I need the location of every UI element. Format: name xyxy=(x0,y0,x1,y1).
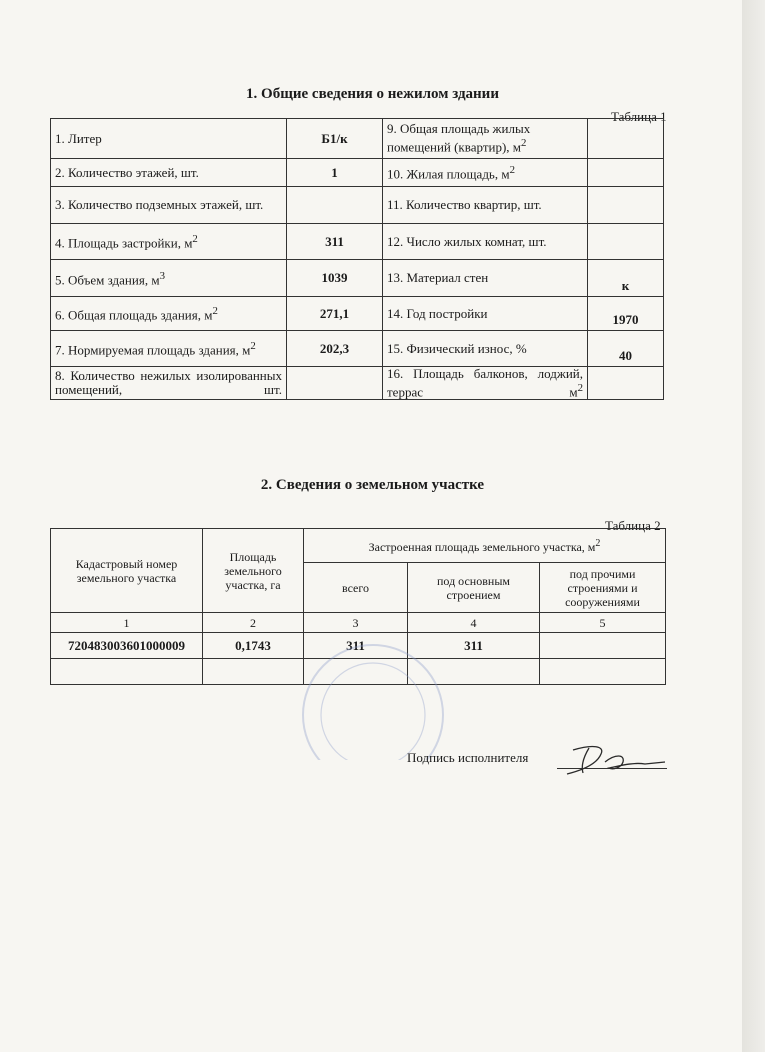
built-total: 311 xyxy=(304,633,408,659)
page-edge xyxy=(742,0,765,1052)
row5-right-label: 13. Материал стен xyxy=(383,260,588,297)
column-number: 2 xyxy=(203,613,304,633)
row8-left-value xyxy=(287,367,383,400)
row7-right-value: 40 xyxy=(588,331,664,367)
row1-left-value: Б1/к xyxy=(287,119,383,159)
row4-left-label: 4. Площадь застройки, $м^2$ xyxy=(51,224,287,260)
row1-left-label: 1. Литер xyxy=(51,119,287,159)
table-row xyxy=(51,331,664,367)
row4-left-value: 311 xyxy=(287,224,383,260)
row7-right-label: 15. Физический износ, % xyxy=(383,331,588,367)
row5-left-label: 5. Объем здания, $м^3$ xyxy=(51,260,287,297)
row8-left-label: 8. Количество нежилых изолированных помещений, шт. xyxy=(51,367,287,400)
table1-caption: Таблица 1 xyxy=(611,109,667,124)
section1-title: 1. Общие сведения о нежилом здании xyxy=(246,86,499,102)
cadastral-number: 720483003601000009 xyxy=(51,633,203,659)
row5-right-value: к xyxy=(588,260,664,297)
column-number: 4 xyxy=(408,613,540,633)
header-cadastral: Кадастровый номер земельного участка xyxy=(51,529,203,613)
row7-left-value: 202,3 xyxy=(287,331,383,367)
empty-cell xyxy=(540,659,666,685)
header-other-buildings: под прочими строениями и сооружениями xyxy=(540,563,666,613)
column-number: 3 xyxy=(304,613,408,633)
empty-cell xyxy=(51,659,203,685)
handwritten-signature-icon xyxy=(553,740,673,780)
column-number: 5 xyxy=(540,613,666,633)
row1-right-label: 9. Общая площадь жилых помещений (квартир), $м^2$ xyxy=(383,119,588,159)
row2-left-label: 2. Количество этажей, шт. xyxy=(51,159,287,187)
header-area: Площадь земельного участка, га xyxy=(203,529,304,613)
row2-right-value xyxy=(588,159,664,187)
column-number-row xyxy=(51,613,666,633)
building-info-table xyxy=(50,118,664,400)
column-number: 1 xyxy=(51,613,203,633)
row6-left-value: 271,1 xyxy=(287,297,383,331)
section2-title: 2. Сведения о земельном участке xyxy=(260,477,485,493)
row5-left-value: 1039 xyxy=(287,260,383,297)
table-row xyxy=(51,159,664,187)
row1-right-value xyxy=(588,119,664,159)
row8-right-value xyxy=(588,367,664,400)
row2-right-label: 10. Жилая площадь, $м^2$ xyxy=(383,159,588,187)
row3-right-label: 11. Количество квартир, шт. xyxy=(383,187,588,224)
table-row xyxy=(51,367,664,400)
built-other xyxy=(540,633,666,659)
row8-right-label: 16. Площадь балконов, лоджий, террас $м^2$ xyxy=(383,367,588,400)
header-built-area: Застроенная площадь земельного участка, $м^2$ xyxy=(304,529,666,563)
signature-label: Подпись исполнителя xyxy=(407,750,529,765)
table-header-row xyxy=(51,529,666,563)
row6-right-label: 14. Год постройки xyxy=(383,297,588,331)
row3-right-value xyxy=(588,187,664,224)
row6-left-label: 6. Общая площадь здания, $м^2$ xyxy=(51,297,287,331)
row3-left-value xyxy=(287,187,383,224)
built-main: 311 xyxy=(408,633,540,659)
table2-caption: Таблица 2 xyxy=(605,518,661,533)
table-row xyxy=(51,297,664,331)
header-main-building: под основным строением xyxy=(408,563,540,613)
table-row xyxy=(51,119,664,159)
table-row xyxy=(51,224,664,260)
row6-right-value: 1970 xyxy=(588,297,664,331)
table-row xyxy=(51,187,664,224)
faded-stamp-icon xyxy=(278,640,468,760)
row4-right-value xyxy=(588,224,664,260)
row4-right-label: 12. Число жилых комнат, шт. xyxy=(383,224,588,260)
header-total: всего xyxy=(304,563,408,613)
row2-left-value: 1 xyxy=(287,159,383,187)
plot-area: 0,1743 xyxy=(203,633,304,659)
row7-left-label: 7. Нормируемая площадь здания, $м^2$ xyxy=(51,331,287,367)
row3-left-label: 3. Количество подземных этажей, шт. xyxy=(51,187,287,224)
table-row xyxy=(51,260,664,297)
